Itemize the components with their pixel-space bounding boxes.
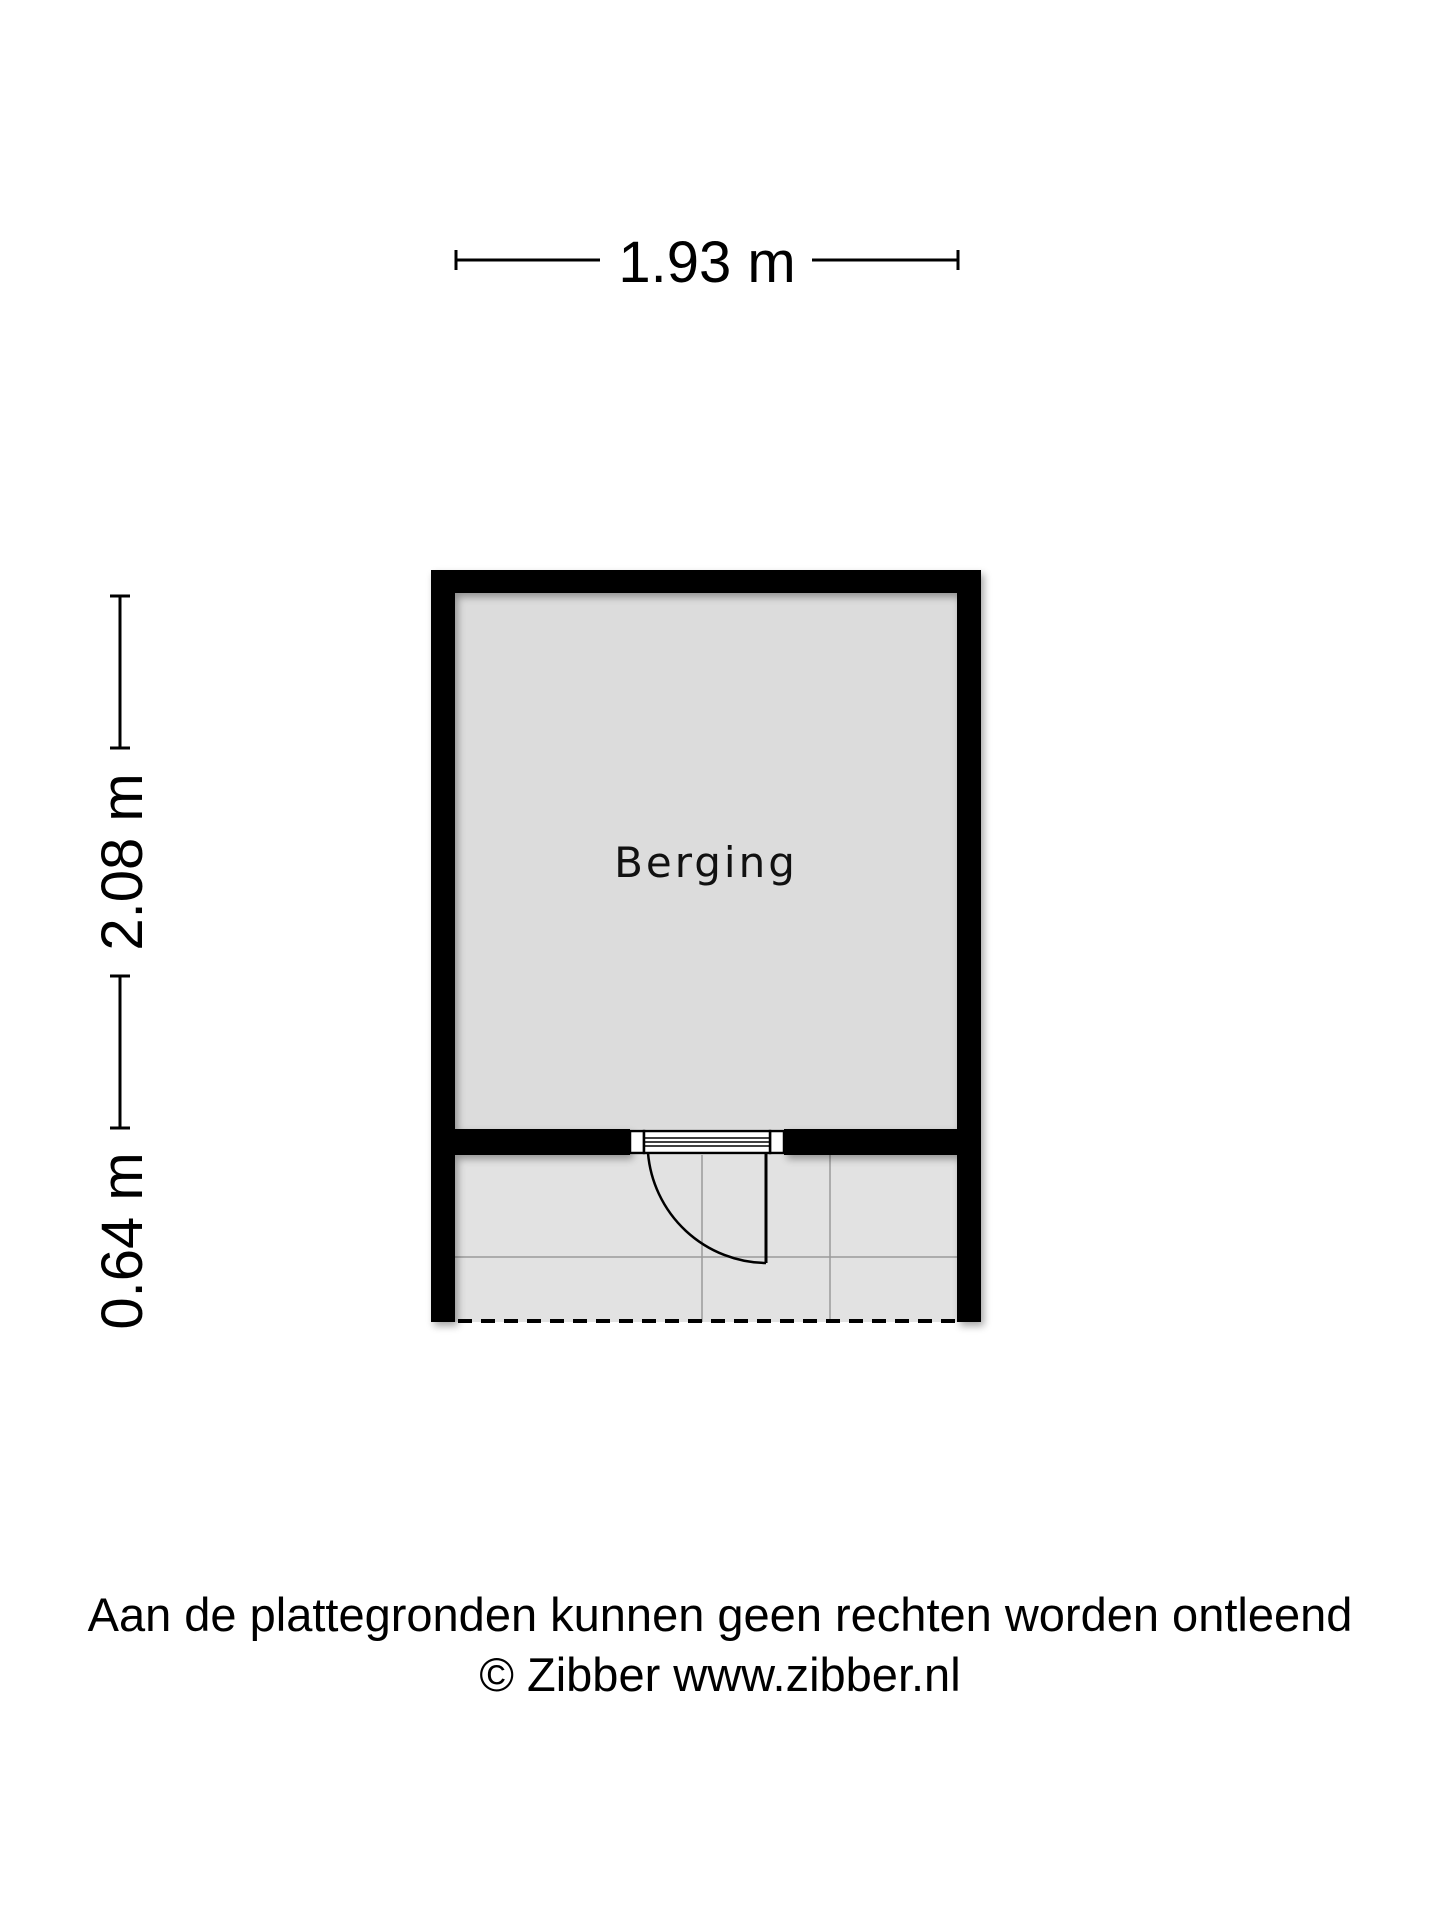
wall-left	[431, 570, 455, 1322]
height-lower-label: 0.64 m	[90, 1152, 155, 1330]
footer-copyright: © Zibber www.zibber.nl	[479, 1648, 961, 1701]
footer-disclaimer: Aan de plattegronden kunnen geen rechten worden ontleend	[87, 1588, 1353, 1641]
wall-right	[957, 570, 981, 1322]
wall-middle-right	[784, 1129, 957, 1155]
height-upper-label: 2.08 m	[90, 773, 155, 951]
room-label-berging: Berging	[614, 838, 798, 887]
wall-top	[431, 570, 981, 593]
outdoor-area-floor	[455, 1155, 957, 1322]
wall-middle-left	[455, 1129, 630, 1155]
width-dimension-label: 1.93 m	[618, 230, 796, 295]
